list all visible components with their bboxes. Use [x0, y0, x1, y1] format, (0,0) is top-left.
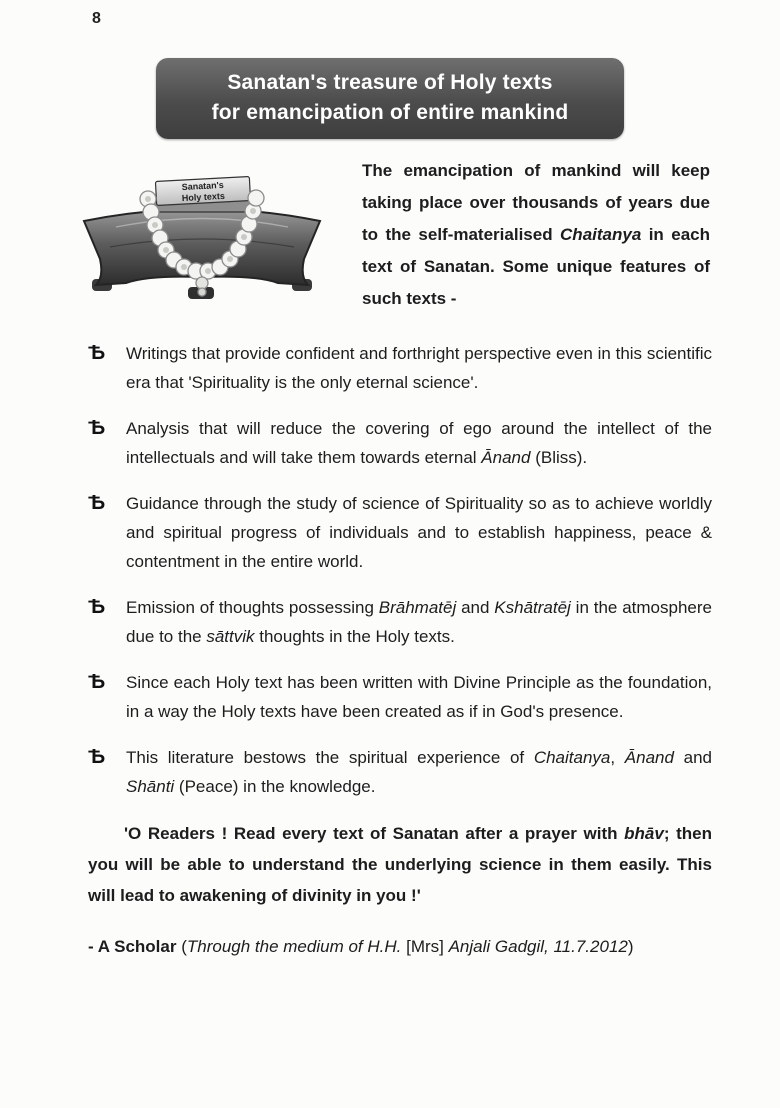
ornamental-bullet-icon: Ѣ	[88, 596, 106, 618]
intro-section	[56, 155, 710, 315]
bullet-text: Analysis that will reduce the covering of ego around the intellect of the intellectuals and will take them towards eternal Ānand (Bliss).	[126, 419, 712, 467]
ornamental-bullet-icon: Ѣ	[88, 671, 106, 693]
bullet-text: Guidance through the study of science of Spirituality so as to achieve worldly and spiritual progress of individuals and to establish happiness, peace & contentment in the entire world.	[126, 494, 712, 571]
book-caption-2: Holy texts	[181, 190, 226, 204]
bullet-item	[88, 339, 712, 397]
ornamental-bullet-icon: Ѣ	[88, 342, 106, 364]
bullet-item	[88, 414, 712, 472]
title-line-1: Sanatan's treasure of Holy texts	[227, 71, 553, 94]
bullet-text: Emission of thoughts possessing Brāhmatēj and Kshātratēj in the atmosphere due to the sāttvik thoughts in the Holy texts.	[126, 598, 712, 646]
book-caption-1: Sanatan's	[181, 179, 225, 193]
bullet-text: Since each Holy text has been written with Divine Principle as the foundation, in a way the Holy texts have been created as if in God's presence.	[126, 673, 712, 721]
ornamental-bullet-icon: Ѣ	[88, 417, 106, 439]
bullet-item	[88, 489, 712, 576]
title-line-2: for emancipation of entire mankind	[211, 101, 569, 124]
bullet-text: This literature bestows the spiritual experience of Chaitanya, Ānand and Shānti (Peace) in the knowledge.	[126, 748, 712, 796]
bullet-item	[88, 668, 712, 726]
readers-quote: 'O Readers ! Read every text of Sanatan after a prayer with bhāv; then you will be able to understand the underlying science in them easily. This will lead to awakening of divinity in you !'	[88, 824, 712, 905]
ornamental-bullet-icon: Ѣ	[88, 746, 106, 768]
holy-texts-image	[56, 155, 348, 313]
bullet-list	[88, 339, 712, 801]
bullet-item	[88, 743, 712, 801]
bullet-item	[88, 593, 712, 651]
page-number: 8	[92, 10, 101, 27]
ornamental-bullet-icon: Ѣ	[88, 492, 106, 514]
intro-paragraph: The emancipation of mankind will keep taking place over thousands of years due to the self-materialised Chaitanya in each text of Sanatan. Some unique features of such texts -	[362, 161, 711, 308]
title-banner	[156, 58, 624, 139]
books	[152, 177, 252, 212]
attribution-line: - A Scholar (Through the medium of H.H. [Mrs] Anjali Gadgil, 11.7.2012)	[88, 937, 634, 956]
bullet-text: Writings that provide confident and forthright perspective even in this scientific era that 'Spirituality is the only eternal science'.	[126, 344, 712, 392]
